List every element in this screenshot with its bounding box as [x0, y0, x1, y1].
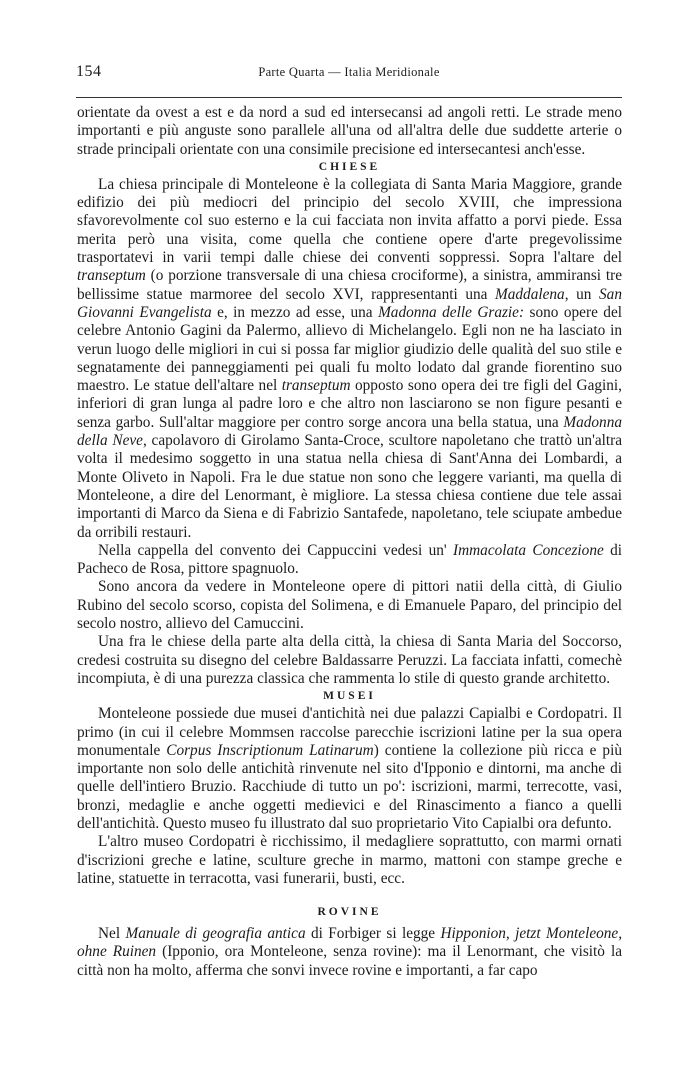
section-heading-rovine: ROVINE — [317, 906, 382, 919]
paragraph-cordopatri-museum: L'altro museo Cordopatri è ricchissimo, il medagliere soprattutto, con marmi ornati d'iscrizioni greche e latine, sculture greche in marmo, mattoni con stampe greche e latine, statuette in terracotta, vasi funerarii, busti, ecc. — [77, 833, 622, 887]
paragraph-cappuccini: Nella cappella del convento dei Cappuccini vedesi un' Immacolata Concezione di Pacheco de Rosa, pittore spagnuolo. — [77, 541, 622, 578]
section-heading-chiese: CHIESE — [318, 160, 381, 173]
page-header — [76, 63, 622, 83]
header-rule — [76, 97, 622, 98]
running-title: Parte Quarta — Italia Meridionale — [258, 65, 440, 79]
paragraph-streets: orientate da ovest a est e da nord a sud ed intersecansi ad angoli retti. Le strade meno importanti e più anguste sono parallele all'una od all'altra delle due suddette arterie o strade principali orientate con una consimile precisione ed intersecantesi anch'esse. — [77, 104, 622, 158]
paragraph-local-painters: Sono ancora da vedere in Monteleone opere di pittori natii della città, di Giulio Rubino del secolo scorso, copista del Solimena, e di Emanuele Paparo, del principio del secolo nostro, allievo del Camuccini. — [77, 578, 622, 633]
page-body — [77, 104, 622, 980]
paragraph-ruins: Nel Manuale di geografia antica di Forbiger si legge Hipponion, jetzt Monteleone, ohne Ruinen (Ipponio, ora Monteleone, senza rovine): ma il Lenormant, che visitò la città non ha molto, afferma che sonvi invece rovine e importanti, a far capo — [77, 925, 623, 979]
paragraph-santa-maria-maggiore: La chiesa principale di Monteleone è la collegiata di Santa Maria Maggiore, grande edifizio dei più mediocri del principio del secolo XVIII, che impressiona sfavorevolmente col suo esterno e la cui facciata non invita affatto a porvi piede. Essa merita però una visita, come quella che contiene opere d'arte pregevolissime trasportatevi in varii tempi dalle chiese dei conventi soppressi. Sopra l'altare del transeptum (o porzione transversale di una chiesa crociforme), a sinistra, ammiransi tre bellissime statue marmoree del secolo XVI, rappresentanti una Maddalena, un San Giovanni Evangelista e, in mezzo ad esse, una Madonna delle Grazie: sono opere del celebre Antonio Gagini da Palermo, allievo di Michelangelo. Egli non ne ha lasciato in verun luogo delle migliori in cui si possa far miglior giudizio delle qualità del suo stile e segnatamente dei panneggiamenti pei quali fu molto lodato dal grande fiorentino suo maestro. Le statue dell'altare nel transeptum opposto sono opera dei tre figli del Gagini, inferiori di gran lunga al padre loro e che altro non lasciarono se non figure pesanti e senza garbo. Sull'altar maggiore per contro sorge ancora una bella statua, una Madonna della Neve, capolavoro di Girolamo Santa-Croce, scultore napoletano che trattò un'altra volta il medesimo soggetto in una statua nella chiesa di Sant'Anna dei Lombardi, a Monte Oliveto in Napoli. Fra le due statue non sono che leggere varianti, ma quella di Monteleone, a dire del Lenormant, è migliore. La stessa chiesa contiene due tele assai importanti di Marco da Siena e di Fabrizio Santafede, napoletano, tele sciupate ambedue da orribili restauri. — [77, 175, 623, 541]
paragraph-soccorso: Una fra le chiese della parte alta della città, la chiesa di Santa Maria del Soccorso, credesi costruita su disegno del celebre Baldassarre Peruzzi. La facciata infatti, comechè incompiuta, è di una purezza classica che rammenta lo stile di questo grande architetto. — [77, 633, 622, 687]
page-number: 154 — [76, 63, 102, 80]
section-heading-musei: MUSEI — [323, 690, 376, 703]
paragraph-capialbi-museum: Monteleone possiede due musei d'antichità nei due palazzi Capialbi e Cordopatri. Il primo (in cui il celebre Mommsen raccolse parecchie iscrizioni latine per la sua opera monumentale Corpus Inscriptionum Latinarum) contiene la collezione più ricca e più importante non solo delle antichità rinvenute nel sito d'Ipponio e dintorni, ma anche di quelle dell'intiero Bruzio. Racchiude di tutto un po': iscrizioni, marmi, terrecotte, vasi, bronzi, medaglie e anche oggetti medievici e del Rinascimento a fianco a quelli dell'antichità. Questo museo fu illustrato dal suo proprietario Vito Capialbi ora defunto. — [77, 705, 622, 832]
